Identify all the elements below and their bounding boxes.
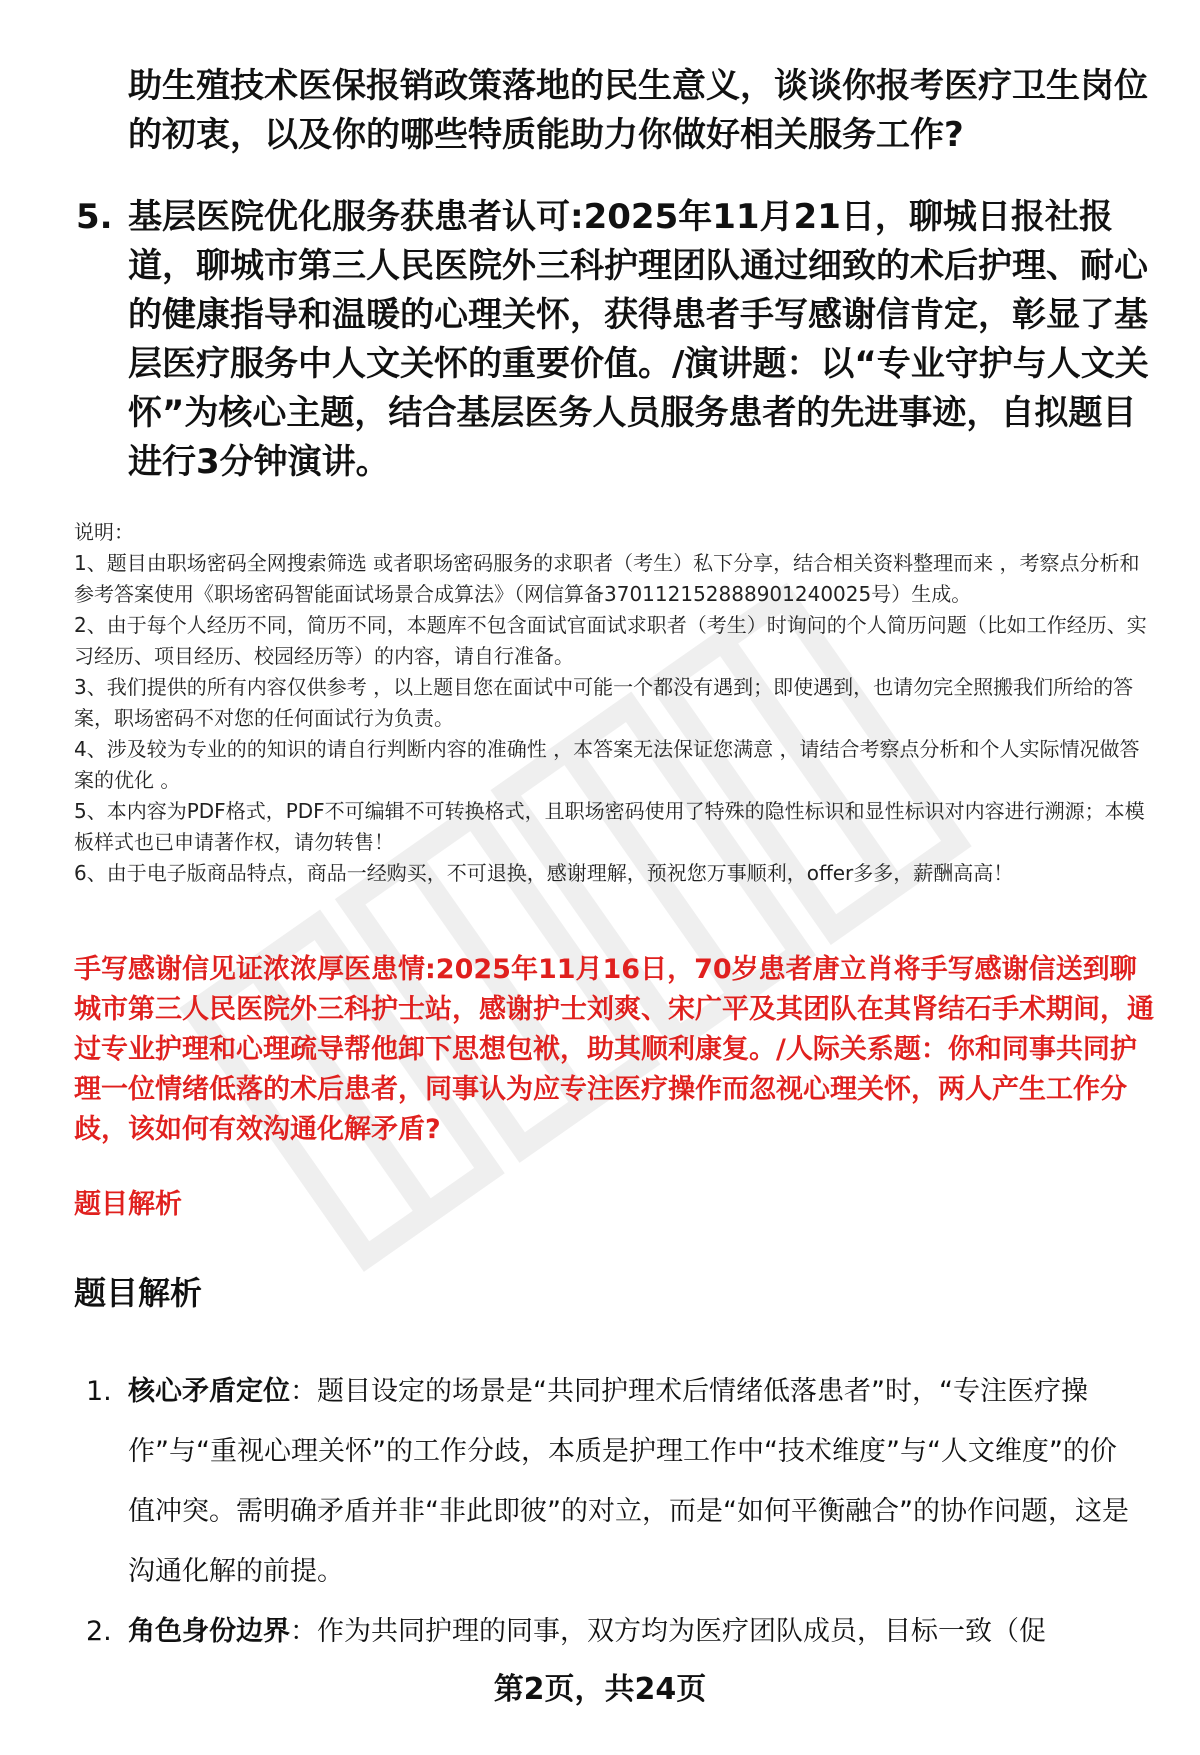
question-4-continuation: 助生殖技术医保报销政策落地的民生意义，谈谈你报考医疗卫生岗位的初衷，以及你的哪些特质能助力你做好相关服务工作? xyxy=(128,66,1148,155)
featured-question: 手写感谢信见证浓浓厚医患情:2025年11月16日，70岁患者唐立肖将手写感谢信送到聊城市第三人民医院外三科护士站，感谢护士刘爽、宋广平及其团队在其肾结石手术期间，通过专业护理和心理疏导帮他卸下思想包袱，助其顺利康复。/人际关系题：你和同事共同护理一位情绪低落的术后患者，同事认为应专注医疗操作而忽视心理关怀，两人产生工作分歧，该如何有效沟通化解矛盾? xyxy=(74,954,1154,1145)
analysis-item xyxy=(0,1362,1200,1602)
page-footer: 第2页，共24页 xyxy=(493,1672,707,1707)
analysis-item-number: 1. xyxy=(86,1376,112,1407)
section-heading: 题目解析 xyxy=(74,1274,203,1312)
note-item: 2、由于每个人经历不同，简历不同，本题库不包含面试官面试求职者（考生）时询问的个人简历问题（比如工作经历、实习经历、项目经历、校园经历等）的内容，请自行准备。 xyxy=(74,613,1147,668)
analysis-item-number: 2. xyxy=(86,1616,112,1647)
analysis-item-text: ：作为共同护理的同事，双方均为医疗团队成员，目标一致（促 xyxy=(290,1616,1046,1647)
notes-title: 说明： xyxy=(74,520,134,544)
featured-subheading: 题目解析 xyxy=(74,1189,182,1220)
analysis-item-lead: 核心矛盾定位 xyxy=(128,1376,290,1407)
analysis-item-lead: 角色身份边界 xyxy=(128,1616,290,1647)
note-item: 3、我们提供的所有内容仅供参考 ，以上题目您在面试中可能一个都没有遇到；即使遇到，也请勿完全照搬我们所给的答案，职场密码不对您的任何面试行为负责。 xyxy=(74,675,1134,730)
analysis-item xyxy=(0,1602,1200,1662)
notes-section xyxy=(74,517,1154,889)
analysis-item-body xyxy=(128,1362,1138,1602)
note-item: 1、题目由职场密码全网搜索筛选 或者职场密码服务的求职者（考生）私下分享，结合相关资料整理而来 ，考察点分析和参考答案使用《职场密码智能面试场景合成算法》（网信算备370112152888901240025号）生成。 xyxy=(74,551,1140,606)
analysis-item-text: ：题目设定的场景是“共同护理术后情绪低落患者”时，“专注医疗操作”与“重视心理关怀”的工作分歧，本质是护理工作中“技术维度”与“人文维度”的价值冲突。需明确矛盾并非“非此即彼”的对立，而是“如何平衡融合”的协作问题，这是沟通化解的前提。 xyxy=(128,1376,1129,1587)
question-5-text: 基层医院优化服务获患者认可:2025年11月21日，聊城日报社报道，聊城市第三人民医院外三科护理团队通过细致的术后护理、耐心的健康指导和温暖的心理关怀，获得患者手写感谢信肯定，彰显了基层医疗服务中人文关怀的重要价值。/演讲题：以“专业守护与人文关怀”为核心主题，结合基层医务人员服务患者的先进事迹，自拟题目进行3分钟演讲。 xyxy=(128,197,1149,482)
question-5-number: 5. xyxy=(76,197,113,237)
analysis-item-body xyxy=(128,1602,1138,1662)
note-item: 5、本内容为PDF格式，PDF不可编辑不可转换格式，且职场密码使用了特殊的隐性标识和显性标识对内容进行溯源；本模板样式也已申请著作权，请勿转售！ xyxy=(74,799,1145,854)
note-item: 6、由于电子版商品特点，商品一经购买，不可退换，感谢理解，预祝您万事顺利，offer多多，薪酬高高！ xyxy=(74,861,1014,885)
analysis-list xyxy=(0,1362,1200,1662)
note-item: 4、涉及较为专业的的知识的请自行判断内容的准确性 ，本答案无法保证您满意 ，请结合考察点分析和个人实际情况做答案的优化 。 xyxy=(74,737,1140,792)
